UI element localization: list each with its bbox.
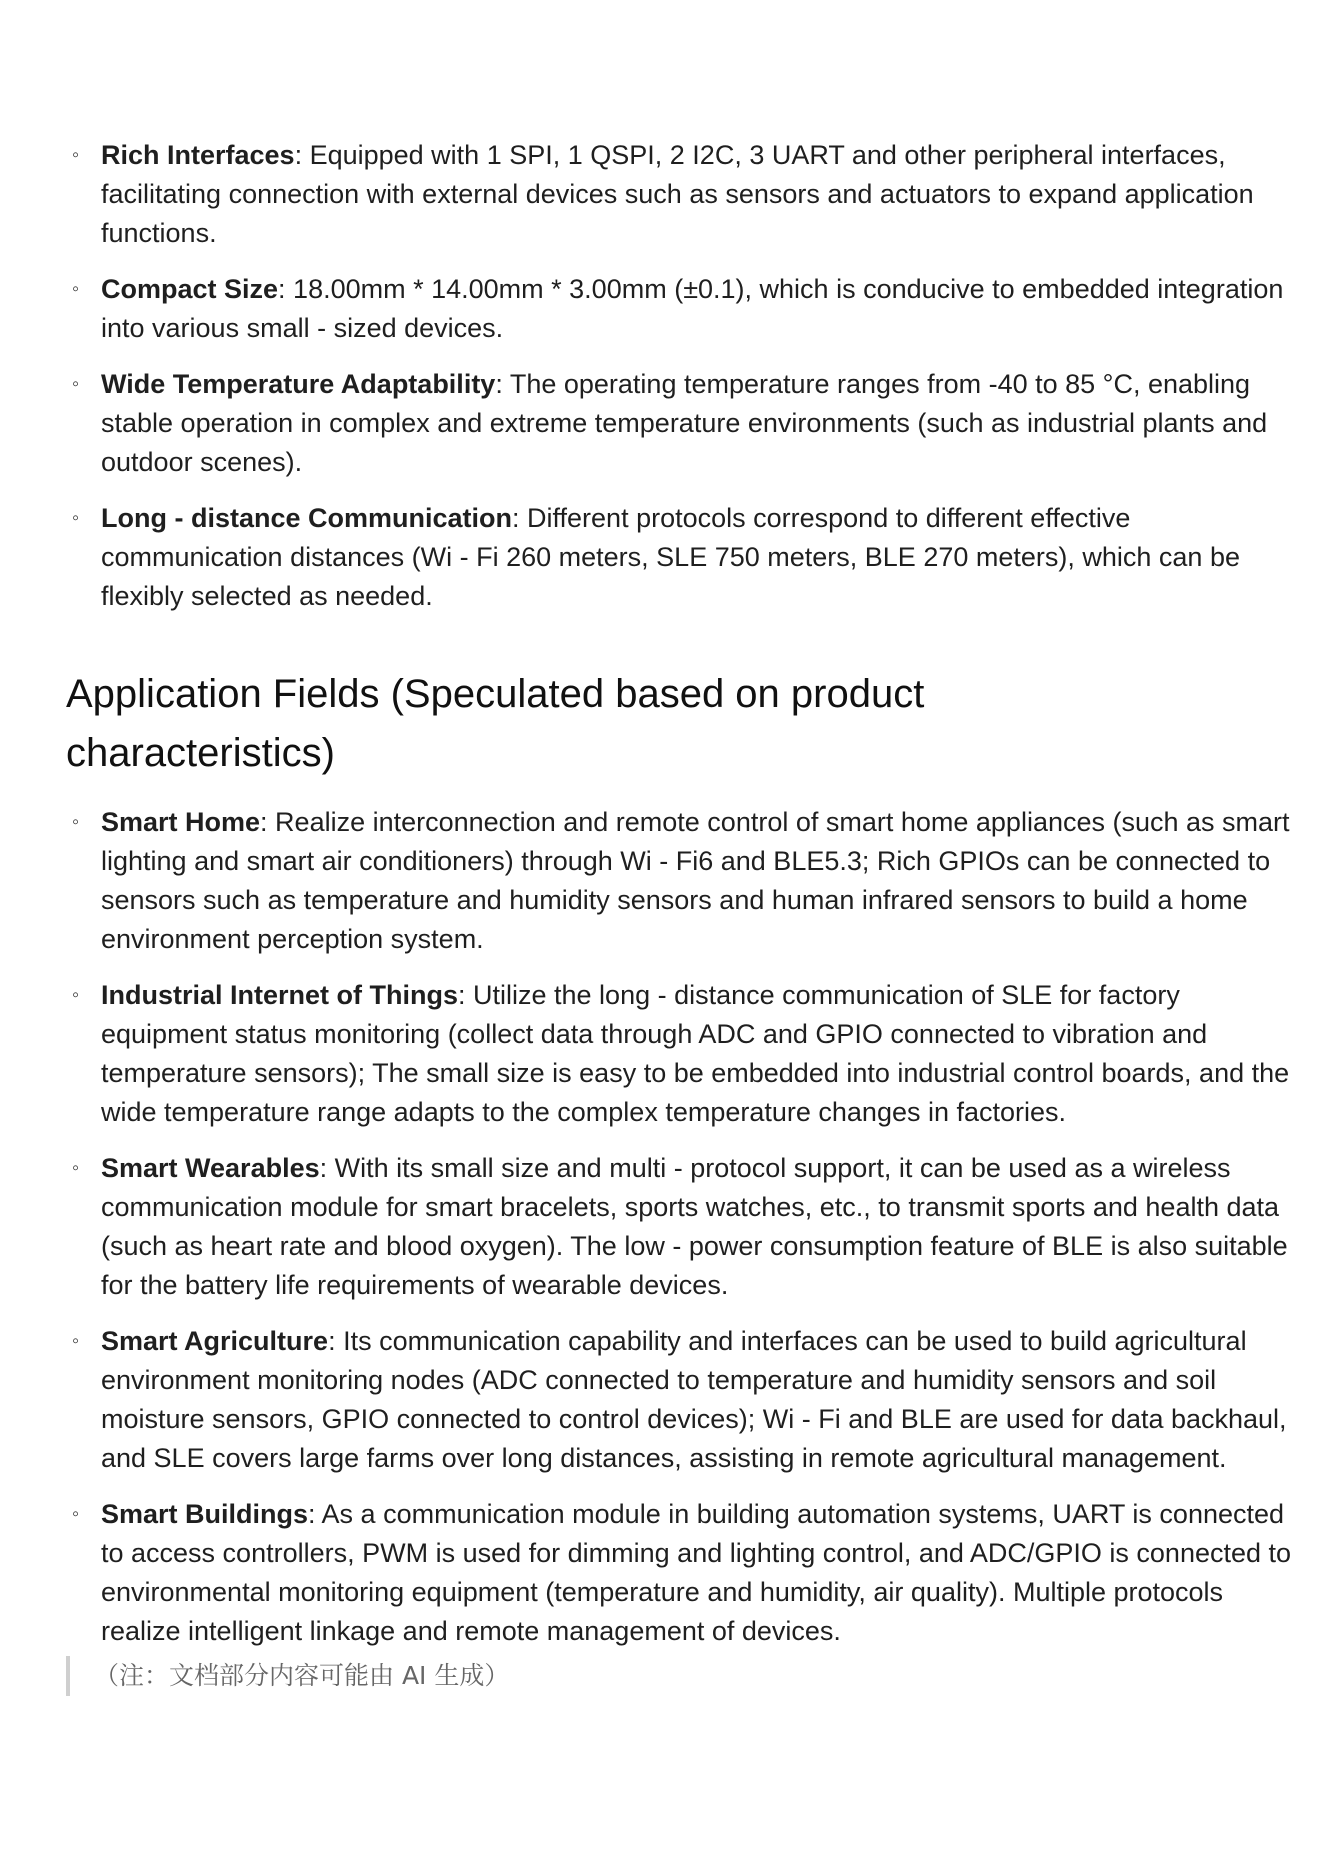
item-term: Smart Home	[101, 807, 261, 837]
list-item	[66, 136, 1302, 253]
list-item	[66, 803, 1302, 959]
item-term: Smart Agriculture	[101, 1326, 329, 1356]
bullet-icon: ◦	[72, 811, 80, 833]
list-item	[66, 499, 1302, 616]
bullet-icon: ◦	[72, 984, 80, 1006]
item-term: Wide Temperature Adaptability	[101, 369, 496, 399]
item-text: : The operating temperature ranges from -40 to 85 °C, enabling stable operation in complex and extreme temperature environments (such as industrial plants and outdoor scenes).	[101, 369, 1268, 477]
item-text: : Different protocols correspond to different effective communication distances (Wi - Fi 260 meters, SLE 750 meters, BLE 270 meters), which can be flexibly selected as needed.	[101, 503, 1240, 611]
item-term: Compact Size	[101, 274, 279, 304]
item-term: Industrial Internet of Things	[101, 980, 458, 1010]
bullet-icon: ◦	[72, 278, 80, 300]
bullet-icon: ◦	[72, 144, 80, 166]
list-item	[66, 365, 1302, 482]
item-text: : As a communication module in building automation systems, UART is connected to access controllers, PWM is used for dimming and lighting control, and ADC/GPIO is connected to environmental monitoring equipment (temperature and humidity, air quality). Multiple protocols realize intelligent linkage and remote management of devices.	[101, 1499, 1292, 1646]
item-text: : Utilize the long - distance communication of SLE for factory equipment status monitoring (collect data through ADC and GPIO connected to vibration and temperature sensors); The small size is easy to be embedded into industrial control boards, and the wide temperature range adapts to the complex temperature changes in factories.	[101, 980, 1290, 1127]
item-text: : Equipped with 1 SPI, 1 QSPI, 2 I2C, 3 UART and other peripheral interfaces, facilitating connection with external devices such as sensors and actuators to expand application functions.	[101, 140, 1254, 248]
item-text: : Its communication capability and interfaces can be used to build agricultural environment monitoring nodes (ADC connected to temperature and humidity sensors and soil moisture sensors, GPIO connected to control devices); Wi - Fi and BLE are used for data backhaul, and SLE covers large farms over long distances, assisting in remote agricultural management.	[101, 1326, 1287, 1473]
item-term: Long - distance Communication	[101, 503, 513, 533]
item-text: : Realize interconnection and remote control of smart home appliances (such as smart lighting and smart air conditioners) through Wi - Fi6 and BLE5.3; Rich GPIOs can be connected to sensors such as temperature and humidity sensors and human infrared sensors to build a home environment perception system.	[101, 807, 1290, 954]
item-term: Rich Interfaces	[101, 140, 295, 170]
item-term: Smart Wearables	[101, 1153, 320, 1183]
list-item	[66, 976, 1302, 1132]
list-item	[66, 1322, 1302, 1478]
list-item	[66, 1495, 1302, 1651]
bullet-icon: ◦	[72, 1157, 80, 1179]
application-list	[66, 803, 1302, 1668]
ai-generated-note: （注：文档部分内容可能由 AI 生成）	[66, 1656, 509, 1696]
section-heading: Application Fields (Speculated based on product characteristics)	[66, 672, 925, 775]
bullet-icon: ◦	[72, 507, 80, 529]
item-term: Smart Buildings	[101, 1499, 309, 1529]
item-text: : 18.00mm * 14.00mm * 3.00mm (±0.1), which is conducive to embedded integration into various small - sized devices.	[101, 274, 1284, 343]
bullet-icon: ◦	[72, 373, 80, 395]
feature-list	[66, 136, 1302, 633]
bullet-icon: ◦	[72, 1330, 80, 1352]
bullet-icon: ◦	[72, 1503, 80, 1525]
list-item	[66, 1149, 1302, 1305]
item-text: : With its small size and multi - protocol support, it can be used as a wireless communication module for smart bracelets, sports watches, etc., to transmit sports and health data (such as heart rate and blood oxygen). The low - power consumption feature of BLE is also suitable for the battery life requirements of wearable devices.	[101, 1153, 1288, 1300]
list-item	[66, 270, 1302, 348]
